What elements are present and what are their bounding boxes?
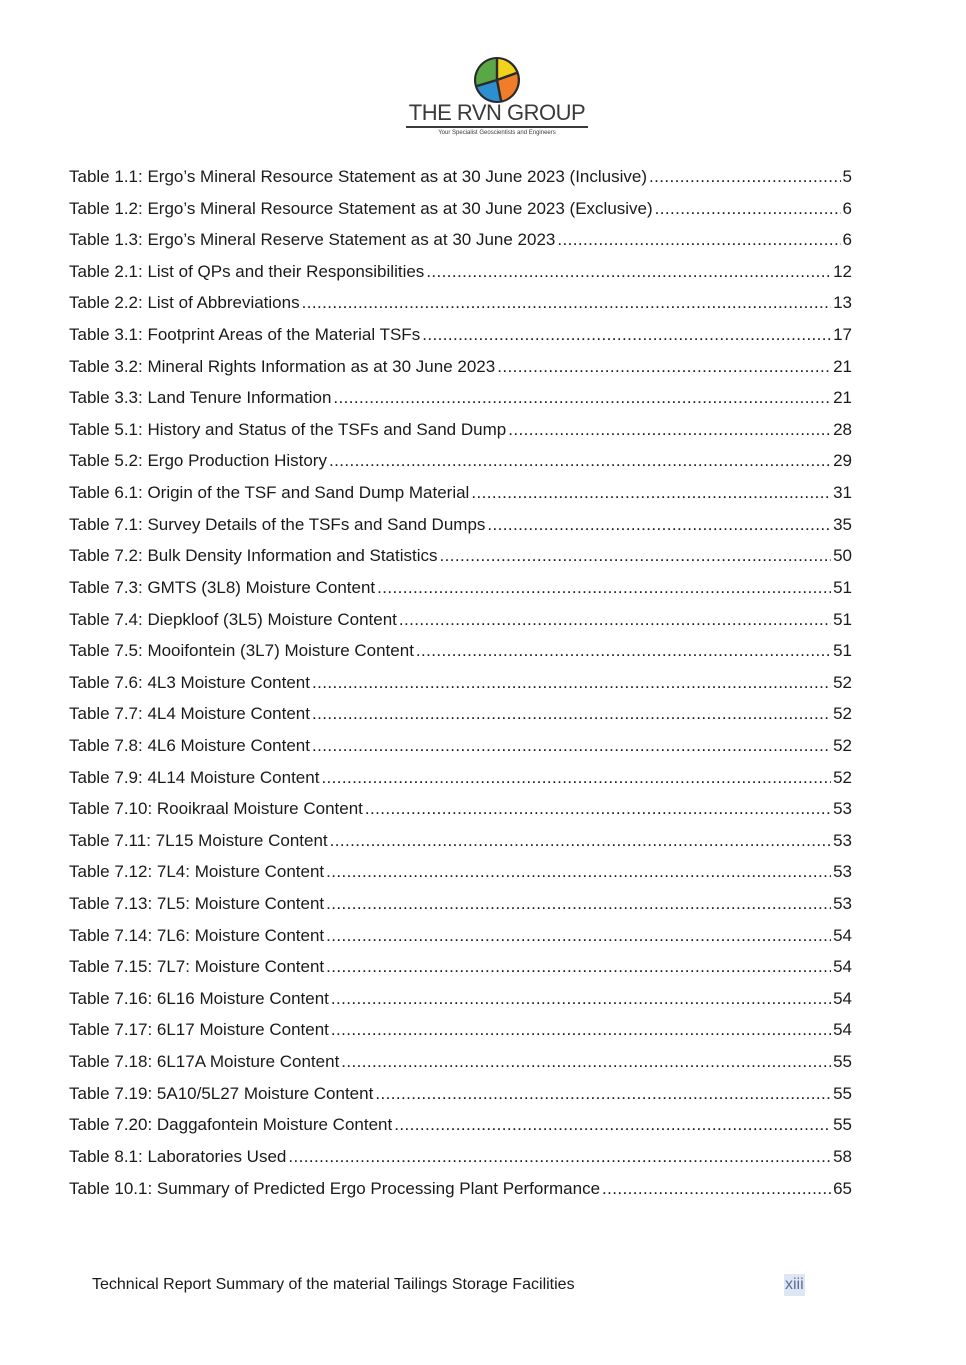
toc-dot-leader — [326, 888, 831, 920]
toc-entry-title: Table 7.19: 5A10/5L27 Moisture Content — [69, 1083, 374, 1103]
toc-entry[interactable] — [69, 983, 852, 1015]
toc-entry-title: Table 7.7: 4L4 Moisture Content — [69, 704, 310, 724]
toc-entry[interactable] — [69, 1109, 852, 1141]
toc-entry[interactable] — [69, 856, 852, 888]
toc-dot-leader — [326, 920, 831, 952]
toc-dot-leader — [649, 161, 841, 193]
toc-entry[interactable] — [69, 224, 852, 256]
toc-entry-page: 12 — [833, 261, 852, 281]
toc-entry[interactable] — [69, 477, 852, 509]
toc-entry-page: 65 — [833, 1178, 852, 1198]
toc-entry-title: Table 7.12: 7L4: Moisture Content — [69, 862, 325, 882]
toc-dot-leader — [326, 856, 831, 888]
toc-dot-leader — [312, 667, 831, 699]
toc-entry[interactable] — [69, 445, 852, 477]
toc-entry-page: 52 — [833, 767, 852, 787]
toc-dot-leader — [602, 1173, 831, 1205]
toc-entry-page: 51 — [833, 641, 852, 661]
toc-entry-page: 54 — [833, 988, 852, 1008]
footer-report-title: Technical Report Summary of the material Tailings Storage Facilities — [92, 1276, 575, 1293]
toc-entry-title: Table 5.1: History and Status of the TSFs and Sand Dump — [69, 419, 507, 439]
toc-dot-leader — [333, 382, 831, 414]
toc-dot-leader — [471, 477, 831, 509]
toc-entry-title: Table 1.2: Ergo’s Mineral Resource Statement as at 30 June 2023 (Exclusive) — [69, 198, 653, 218]
toc-entry-page: 21 — [833, 388, 852, 408]
toc-entry-title: Table 3.1: Footprint Areas of the Material TSFs — [69, 325, 421, 345]
toc-entry[interactable] — [69, 667, 852, 699]
toc-entry-title: Table 7.16: 6L16 Moisture Content — [69, 988, 329, 1008]
toc-entry-title: Table 7.10: Rooikraal Moisture Content — [69, 799, 363, 819]
toc-entry-page: 55 — [833, 1083, 852, 1103]
toc-dot-leader — [399, 604, 831, 636]
toc-entry-page: 55 — [833, 1052, 852, 1072]
toc-entry[interactable] — [69, 1078, 852, 1110]
toc-entry[interactable] — [69, 698, 852, 730]
toc-dot-leader — [302, 287, 831, 319]
toc-entry-page: 5 — [842, 167, 852, 186]
toc-entry-page: 53 — [833, 894, 852, 914]
toc-dot-leader — [341, 1046, 831, 1078]
toc-entry-title: Table 7.15: 7L7: Moisture Content — [69, 957, 325, 977]
toc-dot-leader — [557, 224, 840, 256]
toc-entry-title: Table 8.1: Laboratories Used — [69, 1146, 287, 1166]
toc-entry-page: 53 — [833, 799, 852, 819]
toc-entry[interactable] — [69, 920, 852, 952]
toc-entry[interactable] — [69, 509, 852, 541]
toc-dot-leader — [440, 540, 832, 572]
toc-entry-title: Table 2.2: List of Abbreviations — [69, 293, 300, 313]
toc-dot-leader — [375, 1078, 831, 1110]
toc-entry-title: Table 7.20: Daggafontein Moisture Content — [69, 1115, 393, 1135]
toc-entry[interactable] — [69, 161, 852, 193]
toc-entry[interactable] — [69, 793, 852, 825]
toc-dot-leader — [394, 1109, 831, 1141]
toc-entry-page: 53 — [833, 830, 852, 850]
toc-entry-title: Table 2.1: List of QPs and their Responsibilities — [69, 261, 425, 281]
toc-entry[interactable] — [69, 193, 852, 225]
toc-entry[interactable] — [69, 287, 852, 319]
toc-entry-title: Table 3.2: Mineral Rights Information as at 30 June 2023 — [69, 356, 496, 376]
toc-dot-leader — [508, 414, 831, 446]
toc-dot-leader — [331, 983, 831, 1015]
toc-entry-title: Table 7.18: 6L17A Moisture Content — [69, 1052, 340, 1072]
toc-dot-leader — [312, 730, 831, 762]
toc-entry-page: 51 — [833, 609, 852, 629]
toc-entry-title: Table 7.5: Mooifontein (3L7) Moisture Content — [69, 641, 414, 661]
toc-dot-leader — [321, 762, 831, 794]
toc-entry-title: Table 7.3: GMTS (3L8) Moisture Content — [69, 577, 376, 597]
toc-entry-page: 31 — [833, 483, 852, 503]
toc-dot-leader — [288, 1141, 831, 1173]
toc-dot-leader — [365, 793, 831, 825]
toc-dot-leader — [422, 319, 831, 351]
toc-entry-title: Table 1.1: Ergo’s Mineral Resource Statement as at 30 June 2023 (Inclusive) — [69, 167, 647, 186]
toc-entry-title: Table 7.2: Bulk Density Information and Statistics — [69, 546, 438, 566]
toc-dot-leader — [426, 256, 831, 288]
toc-entry[interactable] — [69, 1014, 852, 1046]
toc-entry[interactable] — [69, 730, 852, 762]
toc-entry-title: Table 7.4: Diepkloof (3L5) Moisture Content — [69, 609, 397, 629]
toc-entry-page: 29 — [833, 451, 852, 471]
toc-entry[interactable] — [69, 414, 852, 446]
toc-entry-title: Table 7.14: 7L6: Moisture Content — [69, 925, 325, 945]
toc-entry[interactable] — [69, 256, 852, 288]
toc-entry-title: Table 1.3: Ergo’s Mineral Reserve Statement as at 30 June 2023 — [69, 230, 556, 250]
toc-dot-leader — [655, 193, 841, 225]
company-logo — [404, 56, 590, 140]
toc-entry[interactable] — [69, 825, 852, 857]
rvn-logo-icon — [473, 56, 521, 104]
toc-entry[interactable] — [69, 1173, 852, 1205]
logo-tagline: Your Specialist Geoscientists and Engineers — [438, 130, 556, 136]
toc-entry-title: Table 3.3: Land Tenure Information — [69, 388, 332, 408]
toc-entry-title: Table 6.1: Origin of the TSF and Sand Dump Material — [69, 483, 470, 503]
toc-entry-page: 54 — [833, 957, 852, 977]
toc-entry-title: Table 7.13: 7L5: Moisture Content — [69, 894, 325, 914]
toc-entry[interactable] — [69, 951, 852, 983]
toc-entry-title: Table 7.11: 7L15 Moisture Content — [69, 830, 328, 850]
toc-entry[interactable] — [69, 635, 852, 667]
logo-underline — [406, 126, 588, 128]
toc-entry[interactable] — [69, 1046, 852, 1078]
toc-entry-page: 52 — [833, 704, 852, 724]
toc-entry-title: Table 7.8: 4L6 Moisture Content — [69, 735, 310, 755]
toc-entry-page: 53 — [833, 862, 852, 882]
toc-entry-page: 58 — [833, 1146, 852, 1166]
toc-entry[interactable] — [69, 888, 852, 920]
toc-entry[interactable] — [69, 319, 852, 351]
toc-entry-page: 28 — [833, 419, 852, 439]
list-of-tables — [69, 161, 852, 1204]
toc-entry-page: 52 — [833, 735, 852, 755]
toc-dot-leader — [497, 351, 831, 383]
toc-entry-page: 50 — [833, 546, 852, 566]
toc-entry-page: 13 — [833, 293, 852, 313]
toc-dot-leader — [330, 825, 831, 857]
toc-entry-page: 6 — [842, 230, 852, 250]
toc-dot-leader — [312, 698, 831, 730]
toc-entry[interactable] — [69, 382, 852, 414]
footer-page-number: xiii — [784, 1274, 805, 1296]
toc-entry-page: 35 — [833, 514, 852, 534]
toc-entry-page: 54 — [833, 925, 852, 945]
toc-dot-leader — [326, 951, 831, 983]
logo-company-name: THE RVN GROUP — [408, 100, 586, 125]
toc-dot-leader — [487, 509, 831, 541]
toc-entry[interactable] — [69, 540, 852, 572]
toc-entry-title: Table 7.6: 4L3 Moisture Content — [69, 672, 310, 692]
toc-entry-page: 21 — [833, 356, 852, 376]
toc-entry[interactable] — [69, 351, 852, 383]
toc-dot-leader — [331, 1014, 831, 1046]
toc-dot-leader — [377, 572, 831, 604]
toc-entry-page: 17 — [833, 325, 852, 345]
toc-entry-page: 6 — [842, 198, 852, 218]
toc-entry[interactable] — [69, 572, 852, 604]
toc-entry-title: Table 5.2: Ergo Production History — [69, 451, 327, 471]
toc-dot-leader — [329, 445, 831, 477]
toc-entry-title: Table 10.1: Summary of Predicted Ergo Processing Plant Performance — [69, 1178, 601, 1198]
toc-entry-page: 52 — [833, 672, 852, 692]
toc-entry-page: 54 — [833, 1020, 852, 1040]
toc-entry[interactable] — [69, 1141, 852, 1173]
toc-entry[interactable] — [69, 762, 852, 794]
toc-entry-page: 51 — [833, 577, 852, 597]
toc-entry[interactable] — [69, 604, 852, 636]
toc-entry-title: Table 7.9: 4L14 Moisture Content — [69, 767, 320, 787]
toc-entry-title: Table 7.1: Survey Details of the TSFs and Sand Dumps — [69, 514, 486, 534]
toc-dot-leader — [416, 635, 831, 667]
toc-entry-title: Table 7.17: 6L17 Moisture Content — [69, 1020, 329, 1040]
toc-entry-page: 55 — [833, 1115, 852, 1135]
